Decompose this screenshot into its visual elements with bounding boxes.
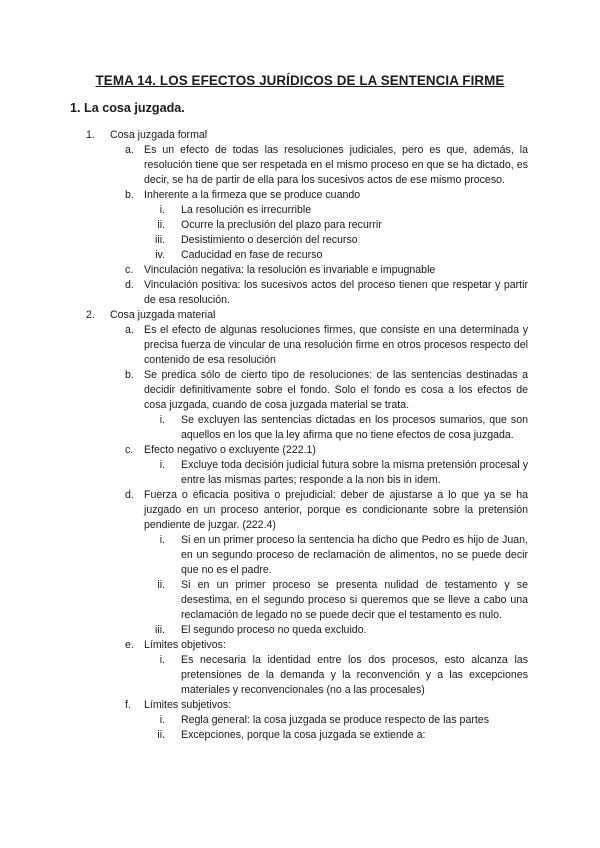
list-item xyxy=(125,263,528,278)
list-item xyxy=(125,143,528,188)
list-marker: e. xyxy=(125,639,134,651)
list-item-text: Si en un primer proceso la sentencia ha dicho que Pedro es hijo de Juan, en un segundo proceso de reclamación de alimentos, no se puede decir que no es el padre. xyxy=(181,534,528,576)
list-item-text: Efecto negativo o excluyente (222.1) xyxy=(144,444,316,456)
list-item xyxy=(154,623,528,638)
list-marker: iv. xyxy=(155,249,165,261)
list-item xyxy=(157,218,528,233)
list-marker: i. xyxy=(159,204,165,216)
list-marker: 1. xyxy=(86,129,95,141)
list-marker: b. xyxy=(125,369,134,381)
list-item-text: Fuerza o eficacia positiva o prejudicial: deber de ajustarse a lo que ya se ha juzgado en un proceso anterior, porque es condicionante sobre la pretensión pendiente de juzgar. (222.4) xyxy=(144,489,528,531)
list-item-text: Es necesaria la identidad entre los dos procesos, esto alcanza las pretensiones de la demanda y la reconvención y a las excepciones materiales y reconvencionales (no a las procesales) xyxy=(181,654,528,696)
list-item xyxy=(157,578,528,623)
list-item-text: Es el efecto de algunas resoluciones firmes, que consiste en una determinada y precisa fuerza de vincular de una resolución firme en otros procesos respecto del contenido de esa resolución xyxy=(144,324,528,366)
list-marker: c. xyxy=(125,264,134,276)
list-item xyxy=(125,368,528,413)
list-marker: ii. xyxy=(157,729,165,741)
list-item xyxy=(159,203,528,218)
list-item-text: Límites objetivos: xyxy=(144,639,226,651)
list-item-text: El segundo proceso no queda excluido. xyxy=(181,624,367,636)
list-item xyxy=(159,458,528,488)
list-item-text: Caducidad en fase de recurso xyxy=(181,249,323,261)
list-item-text: Se predica sólo de cierto tipo de resoluciones: de las sentencias destinadas a decidir definitivamente sobre el fondo. Solo el fondo es cosa a los efectos de cosa juzgada, cuando de cosa juzgada material se trata. xyxy=(144,369,528,411)
list-marker: i. xyxy=(159,534,165,546)
list-marker: iii. xyxy=(154,234,165,246)
list-item-text: Excepciones, porque la cosa juzgada se extiende a: xyxy=(181,729,426,741)
list-item-text: Excluye toda decisión judicial futura sobre la misma pretensión procesal y entre las mismas partes; responde a la non bis in idem. xyxy=(181,459,528,486)
list-marker: i. xyxy=(159,414,165,426)
list-marker: a. xyxy=(125,144,134,156)
list-item xyxy=(125,638,528,653)
list-item-text: Es un efecto de todas las resoluciones judiciales, pero es que, además, la resolución tiene que ser respetada en el mismo proceso en que se ha dictado, es decir, se ha de partir de ella para los sucesivos actos de ese mismo proceso. xyxy=(144,144,528,186)
list-item xyxy=(159,533,528,578)
list-marker: ii. xyxy=(157,219,165,231)
list-item xyxy=(157,728,528,743)
list-item-text: Desistimiento o deserción del recurso xyxy=(181,234,358,246)
list-item xyxy=(125,698,528,713)
list-item xyxy=(125,323,528,368)
list-item-text: Regla general: la cosa juzgada se produce respecto de las partes xyxy=(181,714,489,726)
list-marker: c. xyxy=(125,444,134,456)
list-marker: iii. xyxy=(154,624,165,636)
list-marker: b. xyxy=(125,189,134,201)
list-item-text: Ocurre la preclusión del plazo para recurrir xyxy=(181,219,382,231)
outline-list xyxy=(0,128,600,743)
list-marker: i. xyxy=(159,654,165,666)
list-item xyxy=(159,713,528,728)
list-item-text: Vinculación positiva: los sucesivos actos del proceso tienen que respetar y partir de esa resolución. xyxy=(144,279,528,306)
list-item xyxy=(159,413,528,443)
list-item xyxy=(86,308,530,323)
list-item-text: Si en un primer proceso se presenta nulidad de testamento y se desestima, en el segundo proceso si queremos que se lleve a cabo una reclamación de legado no se puede decir que el testamento es nulo. xyxy=(181,579,528,621)
list-item xyxy=(155,248,528,263)
list-item-text: Se excluyen las sentencias dictadas en los procesos sumarios, que son aquellos en los que la ley afirma que no tiene efectos de cosa juzgada. xyxy=(181,414,528,441)
list-item xyxy=(125,488,528,533)
list-item xyxy=(125,278,528,308)
list-item-text: Inherente a la firmeza que se produce cuando xyxy=(144,189,361,201)
list-marker: d. xyxy=(125,489,134,501)
list-item-text: Límites subjetivos: xyxy=(144,699,232,711)
list-item xyxy=(154,233,528,248)
list-item xyxy=(125,443,528,458)
list-marker: ii. xyxy=(157,579,165,591)
list-marker: 2. xyxy=(86,309,95,321)
list-item-text: Cosa juzgada material xyxy=(110,309,216,321)
list-marker: i. xyxy=(159,459,165,471)
list-item-text: Vinculación negativa: la resolución es invariable e impugnable xyxy=(144,264,436,276)
list-item xyxy=(159,653,528,698)
list-item-text: La resolución es irrecurrible xyxy=(181,204,312,216)
list-item xyxy=(86,128,530,143)
list-marker: d. xyxy=(125,279,134,291)
list-item xyxy=(125,188,528,203)
list-marker: f. xyxy=(125,699,131,711)
list-item-text: Cosa juzgada formal xyxy=(110,129,208,141)
list-marker: a. xyxy=(125,324,134,336)
section-heading: 1. La cosa juzgada. xyxy=(70,101,185,115)
list-marker: i. xyxy=(159,714,165,726)
document-title: TEMA 14. LOS EFECTOS JURÍDICOS DE LA SENTENCIA FIRME xyxy=(95,73,505,88)
